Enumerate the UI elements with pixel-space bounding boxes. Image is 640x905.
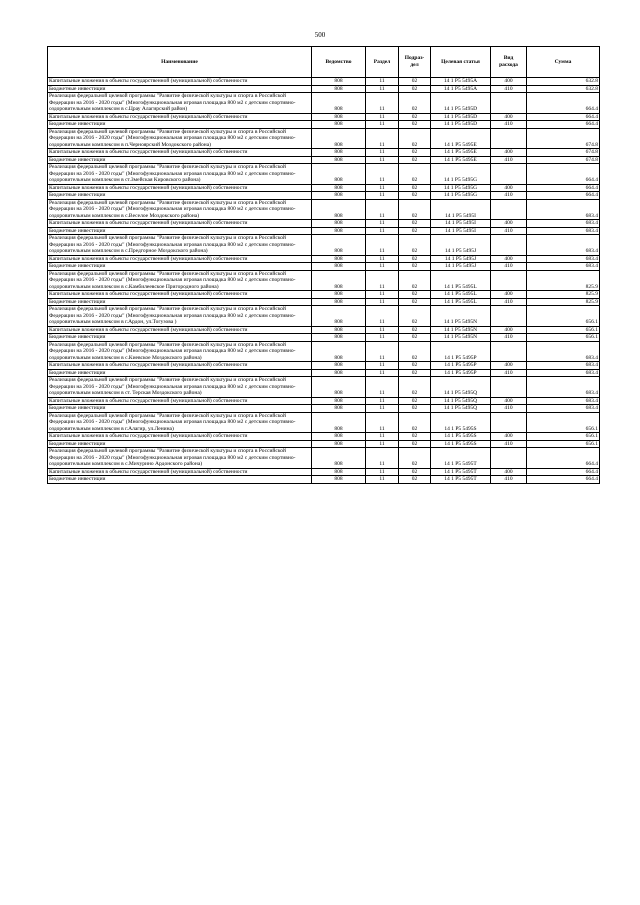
cell-subsection: 02 [399, 113, 431, 121]
cell-subsection: 02 [399, 270, 431, 291]
cell-name: Капитальные вложения в объекты государственной (муниципальной) собственности [48, 113, 312, 121]
cell-section: 11 [366, 334, 399, 342]
cell-section: 11 [366, 227, 399, 235]
budget-table [47, 46, 600, 484]
header-expense-type: Вид расхода [491, 47, 527, 78]
cell-target: 14 1 P5 5495P [431, 341, 491, 362]
cell-subsection: 02 [399, 235, 431, 256]
cell-department: 808 [312, 85, 366, 93]
cell-department: 808 [312, 341, 366, 362]
cell-section: 11 [366, 121, 399, 129]
cell-expense-type: 400 [491, 220, 527, 228]
cell-subsection: 02 [399, 334, 431, 342]
cell-name: Реализация федеральной целевой программы "Развитие физической культуры и спорта в Российской Федерации на 2016 - 2020 годы" (Многофункциональная игровая площадка 800 м2 с детским спортивно-оздоровительным комплексом в с.Мичурино Ардонского района) [48, 448, 312, 469]
cell-section: 11 [366, 476, 399, 484]
cell-section: 11 [366, 149, 399, 157]
cell-subsection: 02 [399, 476, 431, 484]
table-row [48, 468, 600, 476]
cell-amount: 656.1 [527, 334, 600, 342]
cell-section: 11 [366, 220, 399, 228]
cell-target: 14 1 P5 5495D [431, 113, 491, 121]
cell-target: 14 1 P5 5495D [431, 121, 491, 129]
cell-section: 11 [366, 192, 399, 200]
table-row [48, 149, 600, 157]
cell-department: 808 [312, 377, 366, 398]
cell-expense-type: 410 [491, 192, 527, 200]
table-row [48, 85, 600, 93]
cell-target: 14 1 P5 5495S [431, 440, 491, 448]
page-number: 500 [314, 31, 326, 39]
cell-section: 11 [366, 341, 399, 362]
cell-target: 14 1 P5 5495L [431, 270, 491, 291]
header-name: Наименование [48, 47, 312, 78]
cell-expense-type [491, 448, 527, 469]
cell-amount: 825.9 [527, 291, 600, 299]
table-row [48, 128, 600, 149]
cell-subsection: 02 [399, 291, 431, 299]
cell-target: 14 1 P5 5495I [431, 199, 491, 220]
cell-amount: 825.9 [527, 298, 600, 306]
cell-amount: 656.1 [527, 440, 600, 448]
cell-target: 14 1 P5 5495Q [431, 397, 491, 405]
table-row [48, 433, 600, 441]
cell-department: 808 [312, 227, 366, 235]
cell-name: Реализация федеральной целевой программы "Развитие физической культуры и спорта в Российской Федерации на 2016 - 2020 годы" (Многофункциональная игровая площадка 800 м2 с детским спортивно-оздоровительным комплексом в п.Черноярский Моздокского района) [48, 128, 312, 149]
cell-section: 11 [366, 255, 399, 263]
cell-amount: 683.4 [527, 369, 600, 377]
cell-subsection: 02 [399, 341, 431, 362]
cell-department: 808 [312, 199, 366, 220]
cell-expense-type: 400 [491, 291, 527, 299]
cell-name: Капитальные вложения в объекты государственной (муниципальной) собственности [48, 433, 312, 441]
cell-subsection: 02 [399, 433, 431, 441]
cell-amount: 656.1 [527, 326, 600, 334]
cell-name: Бюджетные инвестиции [48, 476, 312, 484]
cell-amount: 683.4 [527, 220, 600, 228]
cell-section: 11 [366, 156, 399, 164]
table-row [48, 377, 600, 398]
cell-target: 14 1 P5 5495J [431, 263, 491, 271]
cell-department: 808 [312, 270, 366, 291]
cell-subsection: 02 [399, 377, 431, 398]
cell-subsection: 02 [399, 227, 431, 235]
cell-target: 14 1 P5 5495J [431, 255, 491, 263]
cell-section: 11 [366, 369, 399, 377]
cell-section: 11 [366, 326, 399, 334]
cell-subsection: 02 [399, 184, 431, 192]
cell-amount: 683.4 [527, 263, 600, 271]
cell-section: 11 [366, 235, 399, 256]
cell-name: Капитальные вложения в объекты государственной (муниципальной) собственности [48, 468, 312, 476]
cell-expense-type: 400 [491, 326, 527, 334]
cell-name: Бюджетные инвестиции [48, 227, 312, 235]
cell-section: 11 [366, 433, 399, 441]
cell-expense-type: 410 [491, 121, 527, 129]
cell-department: 808 [312, 433, 366, 441]
cell-amount: 683.4 [527, 235, 600, 256]
cell-name: Бюджетные инвестиции [48, 405, 312, 413]
cell-department: 808 [312, 476, 366, 484]
cell-target: 14 1 P5 5495L [431, 291, 491, 299]
header-department: Ведомство [312, 47, 366, 78]
cell-name: Капитальные вложения в объекты государственной (муниципальной) собственности [48, 184, 312, 192]
cell-section: 11 [366, 199, 399, 220]
cell-target: 14 1 P5 5495E [431, 128, 491, 149]
cell-amount: 656.1 [527, 306, 600, 327]
cell-section: 11 [366, 85, 399, 93]
cell-amount: 664.4 [527, 164, 600, 185]
cell-amount: 683.4 [527, 377, 600, 398]
cell-section: 11 [366, 263, 399, 271]
cell-subsection: 02 [399, 192, 431, 200]
cell-department: 808 [312, 255, 366, 263]
table-row [48, 255, 600, 263]
cell-target: 14 1 P5 5495D [431, 93, 491, 114]
cell-amount: 664.4 [527, 468, 600, 476]
cell-department: 808 [312, 326, 366, 334]
cell-subsection: 02 [399, 440, 431, 448]
table-row [48, 235, 600, 256]
cell-department: 808 [312, 298, 366, 306]
table-row [48, 164, 600, 185]
cell-expense-type: 400 [491, 184, 527, 192]
cell-subsection: 02 [399, 468, 431, 476]
cell-target: 14 1 P5 5495P [431, 369, 491, 377]
cell-department: 808 [312, 412, 366, 433]
cell-department: 808 [312, 164, 366, 185]
cell-section: 11 [366, 412, 399, 433]
cell-expense-type: 410 [491, 298, 527, 306]
header-amount: Сумма [527, 47, 600, 78]
cell-amount: 674.8 [527, 156, 600, 164]
cell-amount: 632.8 [527, 78, 600, 86]
cell-section: 11 [366, 448, 399, 469]
cell-subsection: 02 [399, 78, 431, 86]
table-row [48, 227, 600, 235]
table-row [48, 397, 600, 405]
cell-name: Реализация федеральной целевой программы "Развитие физической культуры и спорта в Российской Федерации на 2016 - 2020 годы" (Многофункциональная игровая площадка 800 м2 с детским спортивно-оздоровительным комплексом в с.Веселое Моздокского района) [48, 199, 312, 220]
cell-department: 808 [312, 113, 366, 121]
cell-subsection: 02 [399, 397, 431, 405]
cell-amount: 632.8 [527, 85, 600, 93]
table-row [48, 220, 600, 228]
cell-target: 14 1 P5 5495L [431, 298, 491, 306]
cell-target: 14 1 P5 5495T [431, 448, 491, 469]
cell-name: Бюджетные инвестиции [48, 192, 312, 200]
cell-department: 808 [312, 369, 366, 377]
cell-expense-type: 400 [491, 255, 527, 263]
cell-name: Капитальные вложения в объекты государственной (муниципальной) собственности [48, 78, 312, 86]
cell-amount: 664.4 [527, 113, 600, 121]
cell-amount: 664.4 [527, 121, 600, 129]
cell-expense-type [491, 164, 527, 185]
cell-expense-type: 400 [491, 113, 527, 121]
table-row [48, 369, 600, 377]
cell-amount: 683.4 [527, 227, 600, 235]
cell-amount: 683.4 [527, 405, 600, 413]
cell-department: 808 [312, 121, 366, 129]
cell-subsection: 02 [399, 362, 431, 370]
cell-name: Капитальные вложения в объекты государственной (муниципальной) собственности [48, 291, 312, 299]
cell-name: Реализация федеральной целевой программы "Развитие физической культуры и спорта в Российской Федерации на 2016 - 2020 годы" (Многофункциональная игровая площадка 800 м2 с детским спортивно-оздоровительным комплексом в ст. Терская Моздокского района) [48, 377, 312, 398]
cell-target: 14 1 P5 5495J [431, 235, 491, 256]
cell-name: Реализация федеральной целевой программы "Развитие физической культуры и спорта в Российской Федерации на 2016 - 2020 годы" (Многофункциональная игровая площадка 800 м2 с детским спортивно-оздоровительным комплексом в г.Алагир, ул.Ленина) [48, 412, 312, 433]
cell-target: 14 1 P5 5495T [431, 476, 491, 484]
cell-name: Реализация федеральной целевой программы "Развитие физической культуры и спорта в Российской Федерации на 2016 - 2020 годы" (Многофункциональная игровая площадка 800 м2 с детским спортивно-оздоровительным комплексом в с.Црау Алагирский район) [48, 93, 312, 114]
cell-subsection: 02 [399, 412, 431, 433]
cell-subsection: 02 [399, 298, 431, 306]
cell-amount: 825.9 [527, 270, 600, 291]
cell-target: 14 1 P5 5495G [431, 164, 491, 185]
cell-subsection: 02 [399, 85, 431, 93]
cell-expense-type: 410 [491, 369, 527, 377]
cell-target: 14 1 P5 5495S [431, 433, 491, 441]
cell-expense-type: 410 [491, 156, 527, 164]
cell-department: 808 [312, 362, 366, 370]
cell-department: 808 [312, 128, 366, 149]
cell-expense-type: 410 [491, 85, 527, 93]
cell-target: 14 1 P5 5495G [431, 192, 491, 200]
cell-amount: 656.1 [527, 412, 600, 433]
cell-department: 808 [312, 306, 366, 327]
cell-target: 14 1 P5 5495N [431, 326, 491, 334]
cell-target: 14 1 P5 5495S [431, 412, 491, 433]
cell-expense-type [491, 235, 527, 256]
cell-section: 11 [366, 93, 399, 114]
cell-name: Бюджетные инвестиции [48, 369, 312, 377]
cell-name: Бюджетные инвестиции [48, 298, 312, 306]
cell-name: Бюджетные инвестиции [48, 334, 312, 342]
table-row [48, 440, 600, 448]
table-row [48, 476, 600, 484]
cell-expense-type: 400 [491, 433, 527, 441]
cell-name: Капитальные вложения в объекты государственной (муниципальной) собственности [48, 397, 312, 405]
cell-expense-type [491, 412, 527, 433]
table-row [48, 263, 600, 271]
cell-subsection: 02 [399, 220, 431, 228]
cell-target: 14 1 P5 5495I [431, 220, 491, 228]
cell-subsection: 02 [399, 199, 431, 220]
cell-name: Реализация федеральной целевой программы "Развитие физической культуры и спорта в Российской Федерации на 2016 - 2020 годы" (Многофункциональная игровая площадка 800 м2 с детским спортивно-оздоровительным комплексом в г.Ардон, ул.Тогузова ) [48, 306, 312, 327]
cell-amount: 664.4 [527, 93, 600, 114]
table-row [48, 199, 600, 220]
cell-department: 808 [312, 291, 366, 299]
cell-name: Капитальные вложения в объекты государственной (муниципальной) собственности [48, 255, 312, 263]
cell-name: Капитальные вложения в объекты государственной (муниципальной) собственности [48, 362, 312, 370]
cell-amount: 683.4 [527, 362, 600, 370]
cell-amount: 664.4 [527, 448, 600, 469]
cell-name: Бюджетные инвестиции [48, 121, 312, 129]
cell-expense-type [491, 341, 527, 362]
cell-section: 11 [366, 397, 399, 405]
table-row [48, 113, 600, 121]
cell-expense-type: 410 [491, 263, 527, 271]
cell-department: 808 [312, 334, 366, 342]
cell-expense-type [491, 306, 527, 327]
cell-subsection: 02 [399, 255, 431, 263]
cell-subsection: 02 [399, 128, 431, 149]
header-subsection: Подраз- дел [399, 47, 431, 78]
cell-subsection: 02 [399, 93, 431, 114]
cell-expense-type: 410 [491, 476, 527, 484]
cell-department: 808 [312, 149, 366, 157]
cell-department: 808 [312, 220, 366, 228]
cell-section: 11 [366, 306, 399, 327]
cell-section: 11 [366, 164, 399, 185]
cell-target: 14 1 P5 5495P [431, 362, 491, 370]
cell-name: Реализация федеральной целевой программы "Развитие физической культуры и спорта в Российской Федерации на 2016 - 2020 годы" (Многофункциональная игровая площадка 800 м2 с детским спортивно-оздоровительным комплексом в с.Предгорное Моздокского района) [48, 235, 312, 256]
cell-amount: 656.1 [527, 433, 600, 441]
cell-subsection: 02 [399, 369, 431, 377]
cell-target: 14 1 P5 5495G [431, 184, 491, 192]
cell-expense-type: 410 [491, 334, 527, 342]
cell-expense-type [491, 93, 527, 114]
table-row [48, 448, 600, 469]
table-row [48, 156, 600, 164]
cell-expense-type [491, 199, 527, 220]
cell-amount: 674.8 [527, 128, 600, 149]
cell-amount: 683.4 [527, 341, 600, 362]
table-row [48, 405, 600, 413]
cell-department: 808 [312, 263, 366, 271]
cell-name: Реализация федеральной целевой программы "Развитие физической культуры и спорта в Российской Федерации на 2016 - 2020 годы" (Многофункциональная игровая площадка 800 м2 с детским спортивно-оздоровительным комплексом в с.Киевское Моздокского района) [48, 341, 312, 362]
cell-subsection: 02 [399, 164, 431, 185]
cell-amount: 683.4 [527, 199, 600, 220]
cell-amount: 683.4 [527, 397, 600, 405]
cell-section: 11 [366, 128, 399, 149]
header-target: Целевая статья [431, 47, 491, 78]
cell-section: 11 [366, 113, 399, 121]
cell-name: Бюджетные инвестиции [48, 85, 312, 93]
table-row [48, 270, 600, 291]
cell-target: 14 1 P5 5495A [431, 78, 491, 86]
cell-department: 808 [312, 468, 366, 476]
cell-section: 11 [366, 362, 399, 370]
cell-name: Бюджетные инвестиции [48, 263, 312, 271]
cell-amount: 674.8 [527, 149, 600, 157]
table-row [48, 291, 600, 299]
cell-name: Капитальные вложения в объекты государственной (муниципальной) собственности [48, 220, 312, 228]
cell-name: Реализация федеральной целевой программы "Развитие физической культуры и спорта в Российской Федерации на 2016 - 2020 годы" (Многофункциональная игровая площадка 800 м2 с детским спортивно-оздоровительным комплексом в ст.Змейская Кировского района) [48, 164, 312, 185]
cell-target: 14 1 P5 5495E [431, 149, 491, 157]
header-section: Раздел [366, 47, 399, 78]
table-row [48, 298, 600, 306]
cell-department: 808 [312, 397, 366, 405]
cell-expense-type: 410 [491, 227, 527, 235]
cell-subsection: 02 [399, 405, 431, 413]
cell-target: 14 1 P5 5495T [431, 468, 491, 476]
cell-expense-type: 400 [491, 468, 527, 476]
cell-department: 808 [312, 235, 366, 256]
cell-name: Капитальные вложения в объекты государственной (муниципальной) собственности [48, 149, 312, 157]
cell-section: 11 [366, 291, 399, 299]
cell-expense-type: 400 [491, 397, 527, 405]
cell-section: 11 [366, 405, 399, 413]
cell-target: 14 1 P5 5495I [431, 227, 491, 235]
table-row [48, 93, 600, 114]
cell-amount: 664.4 [527, 184, 600, 192]
cell-subsection: 02 [399, 263, 431, 271]
cell-expense-type: 400 [491, 149, 527, 157]
cell-expense-type: 410 [491, 405, 527, 413]
cell-section: 11 [366, 270, 399, 291]
cell-expense-type [491, 128, 527, 149]
cell-expense-type: 410 [491, 440, 527, 448]
cell-department: 808 [312, 184, 366, 192]
table-row [48, 78, 600, 86]
table-row [48, 334, 600, 342]
table-row [48, 306, 600, 327]
cell-subsection: 02 [399, 121, 431, 129]
cell-amount: 664.4 [527, 476, 600, 484]
cell-section: 11 [366, 377, 399, 398]
cell-section: 11 [366, 440, 399, 448]
cell-expense-type: 400 [491, 362, 527, 370]
cell-subsection: 02 [399, 448, 431, 469]
cell-department: 808 [312, 156, 366, 164]
table-header-row [48, 47, 600, 78]
table-row [48, 341, 600, 362]
table-row [48, 121, 600, 129]
cell-target: 14 1 P5 5495Q [431, 377, 491, 398]
cell-section: 11 [366, 184, 399, 192]
cell-amount: 683.4 [527, 255, 600, 263]
cell-subsection: 02 [399, 326, 431, 334]
cell-subsection: 02 [399, 306, 431, 327]
cell-name: Реализация федеральной целевой программы "Развитие физической культуры и спорта в Российской Федерации на 2016 - 2020 годы" (Многофункциональная игровая площадка 800 м2 с детским спортивно-оздоровительным комплексом в с.Камбилеевское Пригородного района) [48, 270, 312, 291]
cell-target: 14 1 P5 5495E [431, 156, 491, 164]
table-row [48, 362, 600, 370]
table-row [48, 412, 600, 433]
cell-subsection: 02 [399, 156, 431, 164]
cell-target: 14 1 P5 5495N [431, 334, 491, 342]
cell-expense-type [491, 377, 527, 398]
table-row [48, 192, 600, 200]
cell-department: 808 [312, 405, 366, 413]
cell-section: 11 [366, 298, 399, 306]
table-row [48, 184, 600, 192]
cell-expense-type [491, 270, 527, 291]
cell-expense-type: 400 [491, 78, 527, 86]
cell-department: 808 [312, 192, 366, 200]
cell-target: 14 1 P5 5495A [431, 85, 491, 93]
cell-target: 14 1 P5 5495Q [431, 405, 491, 413]
table-row [48, 326, 600, 334]
cell-section: 11 [366, 78, 399, 86]
cell-department: 808 [312, 448, 366, 469]
cell-name: Бюджетные инвестиции [48, 156, 312, 164]
cell-department: 808 [312, 93, 366, 114]
cell-department: 808 [312, 78, 366, 86]
cell-amount: 664.4 [527, 192, 600, 200]
cell-section: 11 [366, 468, 399, 476]
cell-target: 14 1 P5 5495N [431, 306, 491, 327]
cell-subsection: 02 [399, 149, 431, 157]
cell-name: Бюджетные инвестиции [48, 440, 312, 448]
cell-department: 808 [312, 440, 366, 448]
cell-name: Капитальные вложения в объекты государственной (муниципальной) собственности [48, 326, 312, 334]
